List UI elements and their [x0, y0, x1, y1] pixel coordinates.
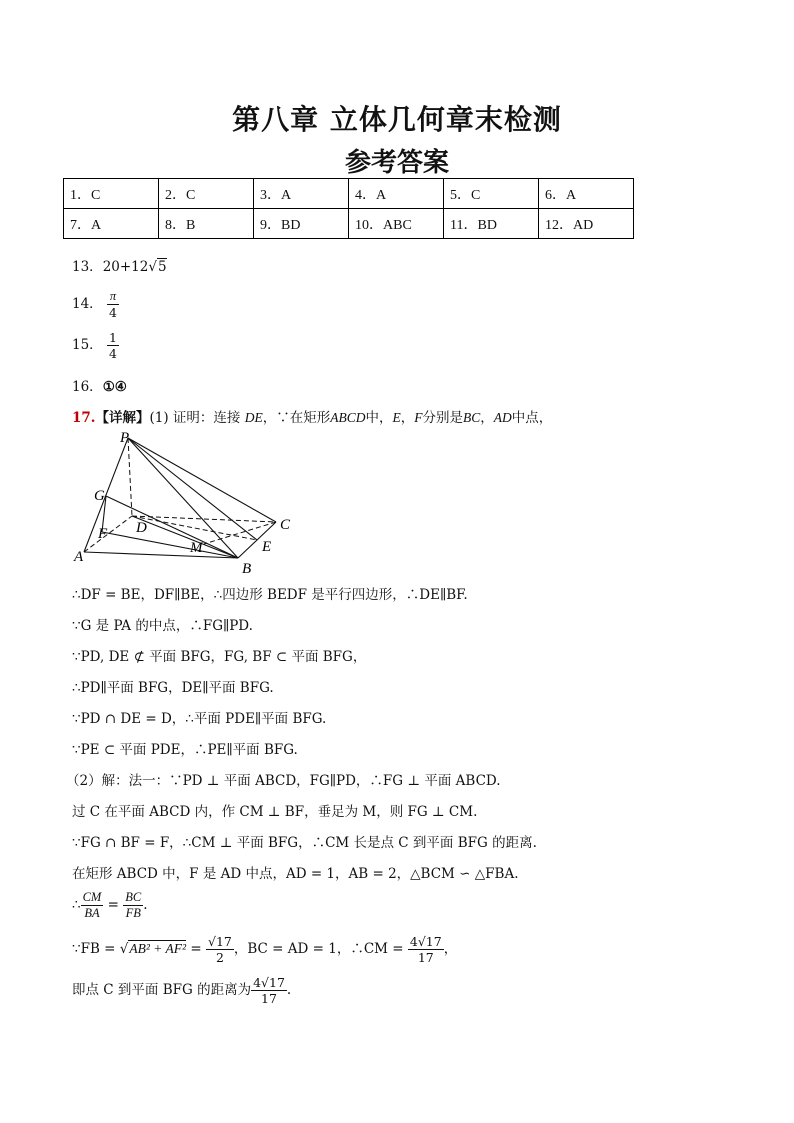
numerator: BC — [125, 890, 142, 904]
proof-line: ∴DF = BE，DF∥BE，∴四边形 BEDF 是平行四边形，∴DE∥BF. — [72, 587, 468, 603]
text: 即点 C 到平面 BFG 的距离为 — [72, 982, 252, 998]
answer-cell: 5．C — [444, 179, 539, 209]
text: 中点， — [511, 410, 553, 426]
answer-cell: 6．A — [539, 179, 634, 209]
vertex-label-D: D — [136, 520, 147, 536]
vertex-label-E: E — [262, 539, 272, 555]
text: ， — [400, 410, 415, 426]
text: . — [143, 897, 148, 913]
answer-cell: 1．C — [64, 179, 159, 209]
proof-line: ∵PD, DE ⊄ 平面 BFG，FG, BF ⊂ 平面 BFG， — [72, 649, 367, 665]
sqrt-sign: √ — [148, 259, 157, 275]
edge-GB — [106, 496, 238, 558]
math: F — [414, 410, 423, 425]
text: . — [286, 982, 292, 998]
text: 分别是 — [422, 410, 463, 426]
answer-cell: 8．B — [159, 209, 254, 239]
question-number: 14． — [72, 296, 103, 312]
solution-line: 在矩形 ABCD 中，F 是 AD 中点，AD = 1，AB = 2，△BCM ∽ △FBA. — [72, 866, 519, 882]
fb-line — [72, 934, 457, 965]
proof-line: ∵PE ⊂ 平面 PDE，∴PE∥平面 BFG. — [72, 742, 298, 758]
table-row — [64, 209, 634, 239]
answer-cell: 4．A — [349, 179, 444, 209]
solution-line: ∵FG ∩ BF = F，∴CM ⊥ 平面 BFG，∴CM 长是点 C 到平面 BFG 的距离. — [72, 835, 537, 851]
math: DE — [244, 410, 263, 425]
fraction — [81, 890, 104, 921]
proof-line: ∵PD ∩ DE = D，∴平面 PDE∥平面 BFG. — [72, 711, 327, 727]
answer-16 — [72, 375, 127, 395]
answer-table — [63, 178, 634, 239]
denominator: BA — [84, 906, 100, 920]
edge-PE — [128, 438, 257, 540]
solution-tag: 【详解】 — [95, 410, 150, 426]
answer-cell: 12．AD — [539, 209, 634, 239]
math: BC — [462, 410, 481, 425]
denominator: 4 — [108, 305, 117, 320]
answer-cell: 10．ABC — [349, 209, 444, 239]
solution-line: 过 C 在平面 ABCD 内，作 CM ⊥ BF，垂足为 M，则 FG ⊥ CM. — [72, 804, 478, 820]
question-number: 13． — [72, 259, 103, 275]
text: ， — [443, 941, 458, 957]
vertex-label-M: M — [190, 540, 203, 556]
numerator: CM — [82, 890, 102, 904]
vertex-label-F: F — [98, 526, 108, 542]
text: 中， — [365, 410, 393, 426]
pyramid-figure — [72, 428, 332, 578]
answer-15 — [72, 330, 119, 361]
ratio-line — [72, 890, 148, 921]
numerator: 4√17 — [409, 934, 442, 949]
answer-14 — [72, 289, 119, 320]
solution-line: （2）解：法一：∵PD ⊥ 平面 ABCD，FG∥PD，∴FG ⊥ 平面 ABCD. — [66, 773, 501, 789]
fraction — [206, 934, 234, 965]
sqrt-radicand: AB² + AF² — [129, 941, 187, 956]
proof-line: ∴PD∥平面 BFG，DE∥平面 BFG. — [72, 680, 274, 696]
denominator: 2 — [215, 950, 224, 965]
page-subtitle: 参考答案 — [344, 148, 449, 178]
answer-cell: 3．A — [254, 179, 349, 209]
text: ，BC = AD = 1，∴CM = — [233, 941, 404, 957]
vertex-label-G: G — [94, 488, 105, 504]
question-number: 16． — [72, 379, 103, 395]
math: AD — [493, 410, 512, 425]
fraction — [107, 289, 119, 320]
sqrt-radicand: 5 — [157, 259, 167, 275]
vertex-label-A: A — [74, 549, 84, 565]
vertex-label-C: C — [280, 517, 291, 533]
text: ，∵在矩形 — [262, 410, 331, 426]
denominator: 4 — [108, 346, 117, 361]
question-number: 17. — [72, 410, 96, 426]
numerator: 4√17 — [253, 975, 285, 990]
numerator: π — [107, 289, 119, 305]
denominator: 17 — [417, 950, 434, 965]
edge-PD — [128, 438, 132, 516]
fraction — [107, 330, 119, 361]
q17-intro — [72, 406, 552, 426]
answer-cell: 7．A — [64, 209, 159, 239]
question-number: 15． — [72, 337, 103, 353]
text: = — [190, 941, 202, 957]
page-title: 第八章 立体几何章末检测 — [232, 103, 562, 136]
vertex-label-B: B — [242, 561, 252, 577]
sqrt-sign: √ — [119, 941, 129, 957]
denominator: 17 — [261, 991, 277, 1006]
proof-line: ∵G 是 PA 的中点，∴FG∥PD. — [72, 618, 253, 634]
denominator: FB — [125, 906, 141, 920]
edge-DB — [132, 516, 238, 558]
text: ∴ — [72, 897, 81, 913]
edge-PC — [128, 438, 276, 522]
answer-value: ①④ — [102, 379, 127, 395]
math: ABCD — [330, 410, 366, 425]
answer-13 — [72, 255, 167, 275]
text: (1) 证明：连接 — [149, 410, 241, 426]
text: = — [107, 897, 119, 913]
answer-cell: 11．BD — [444, 209, 539, 239]
vertex-label-P: P — [120, 430, 130, 446]
fraction — [123, 890, 143, 921]
text: ∵FB = — [72, 941, 116, 957]
math: E — [392, 410, 401, 425]
table-row — [64, 179, 634, 209]
fraction — [251, 975, 287, 1006]
fraction — [408, 934, 444, 965]
answer-cell: 9．BD — [254, 209, 349, 239]
numerator: 1 — [108, 330, 117, 345]
conclusion-line — [72, 975, 291, 1006]
numerator: √17 — [208, 934, 232, 949]
text: ， — [480, 410, 494, 426]
edge-DE — [132, 516, 257, 540]
answer-value: 20+12 — [102, 259, 149, 275]
answer-cell: 2．C — [159, 179, 254, 209]
edge-AB — [84, 552, 238, 558]
